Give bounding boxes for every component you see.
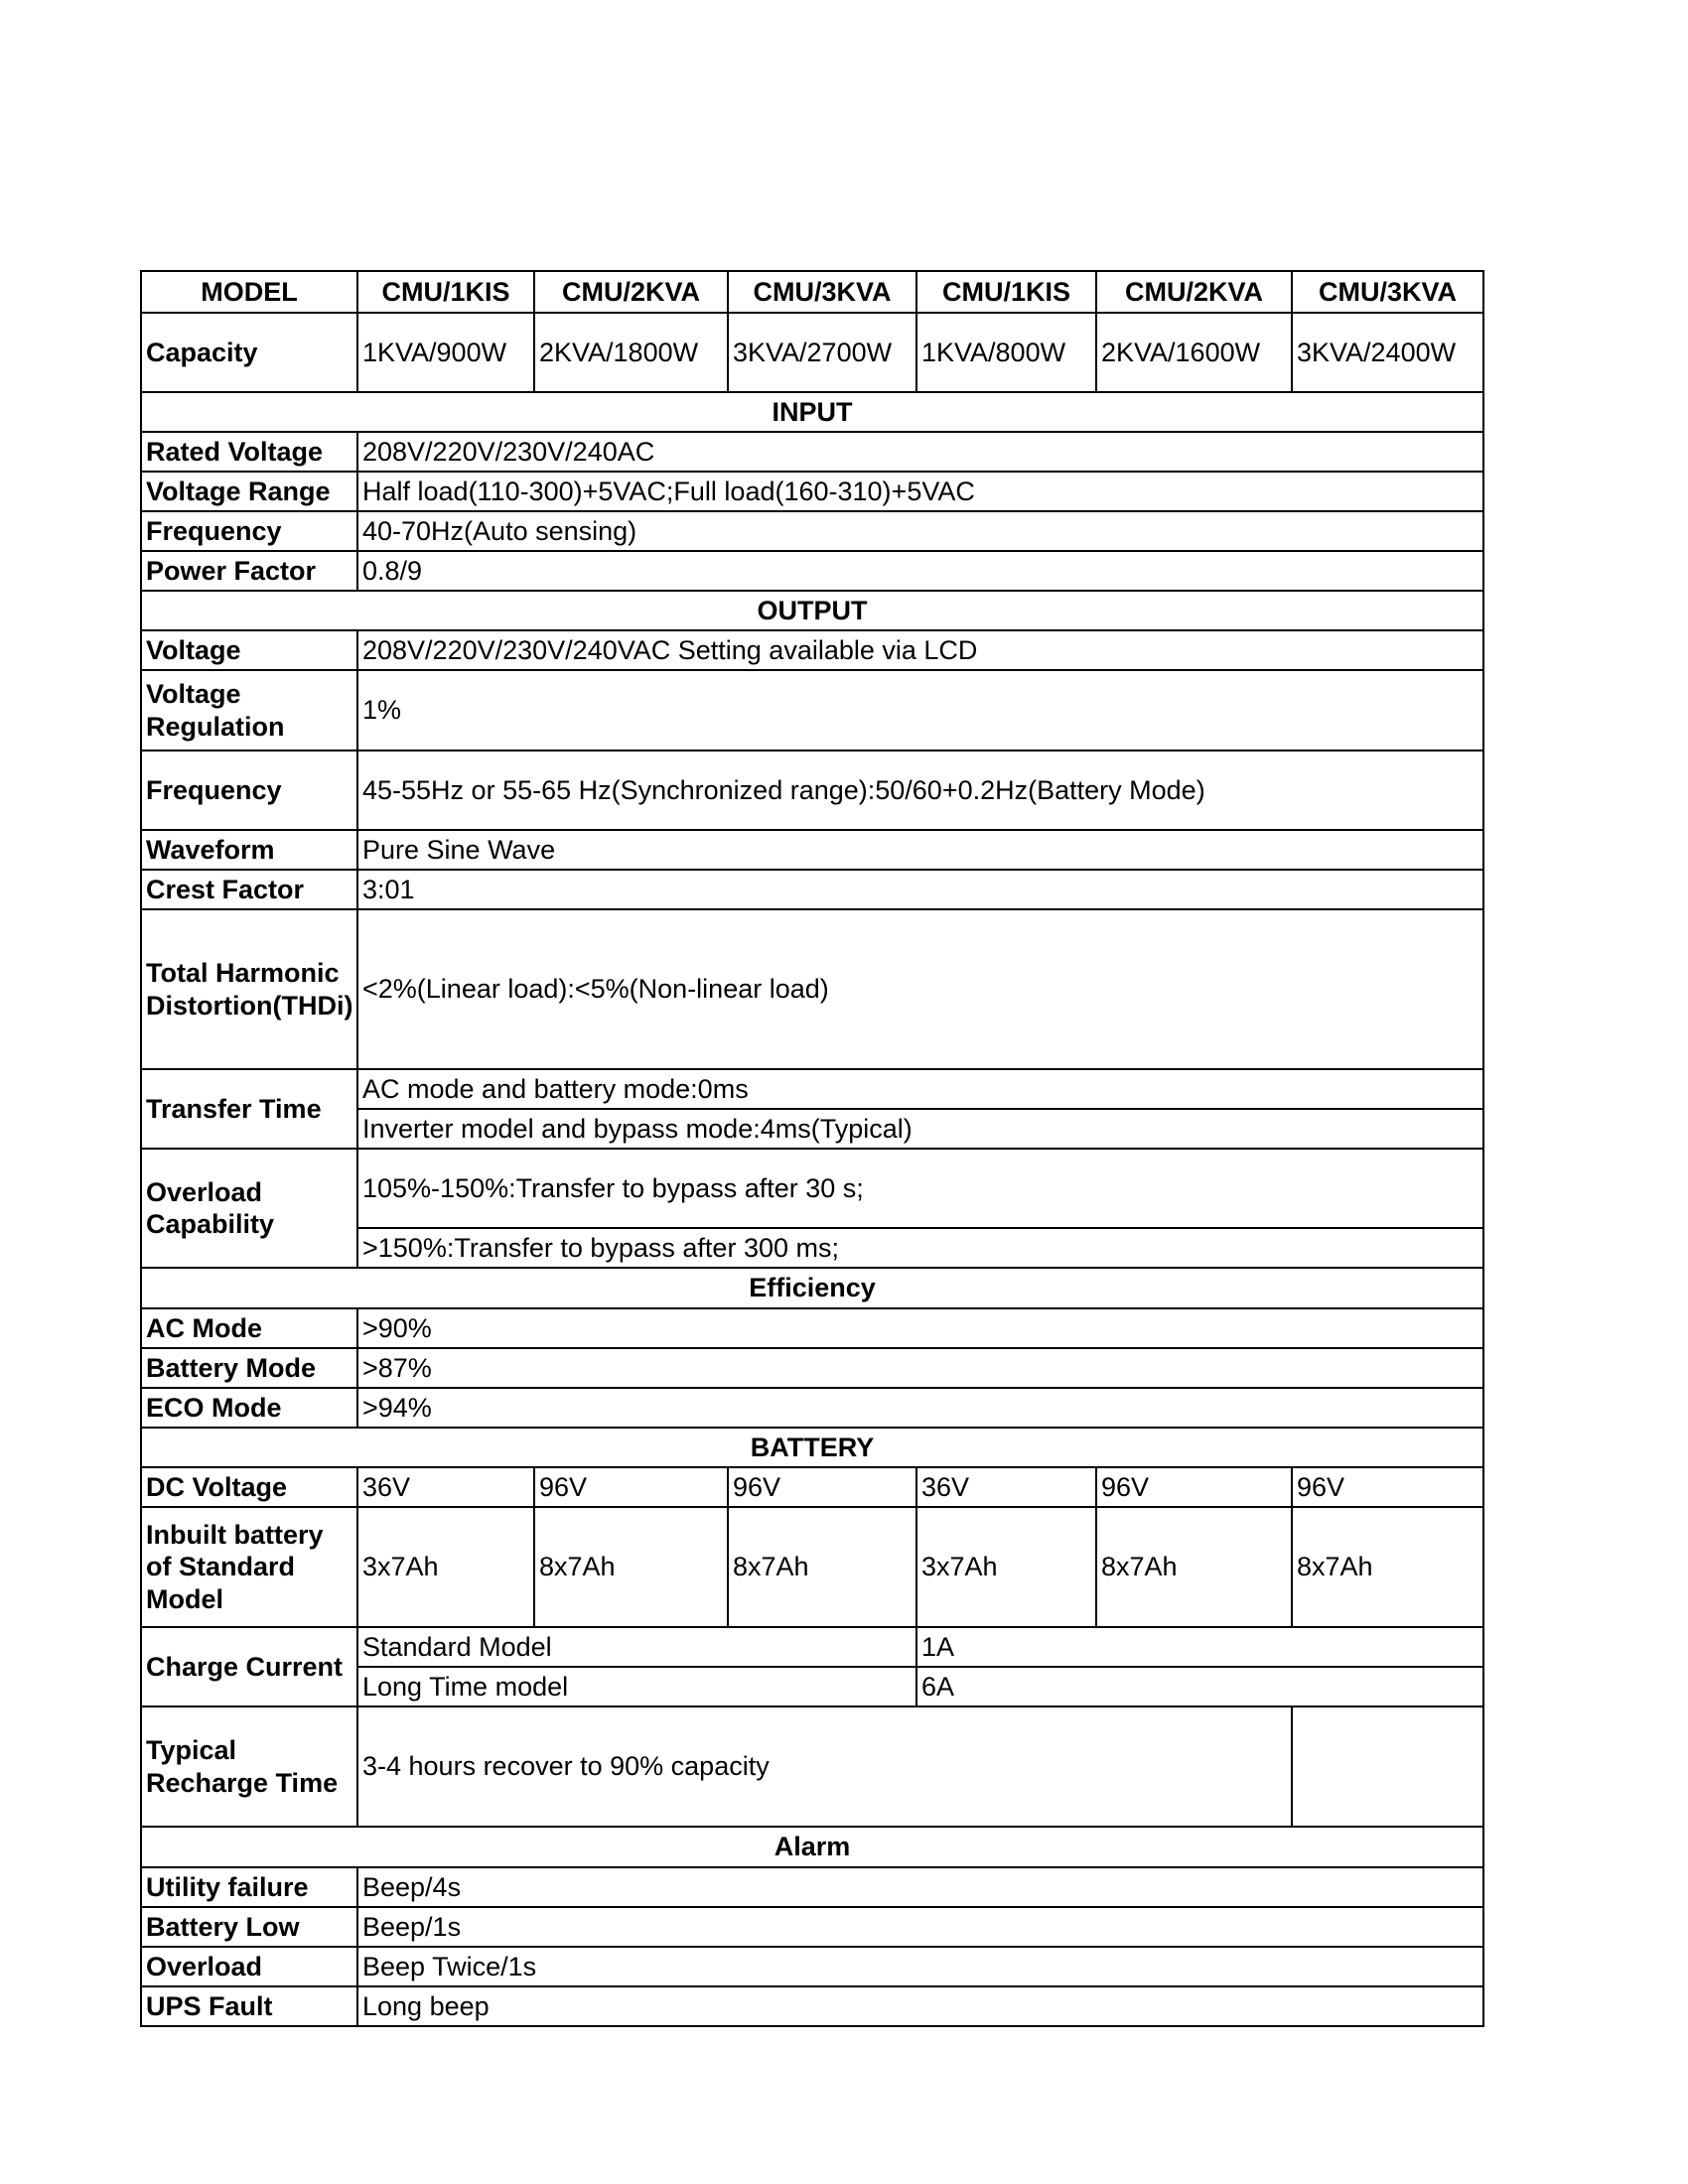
capacity-value: 2KVA/1600W bbox=[1096, 313, 1292, 392]
dc-voltage-value: 96V bbox=[534, 1467, 728, 1507]
spec-label: Voltage bbox=[141, 630, 357, 670]
spec-label: Frequency bbox=[141, 751, 357, 830]
capacity-value: 3KVA/2400W bbox=[1292, 313, 1483, 392]
inbuilt-battery-value: 8x7Ah bbox=[728, 1507, 916, 1627]
spec-label: Battery Mode bbox=[141, 1348, 357, 1388]
section-input-title: INPUT bbox=[141, 392, 1483, 432]
section-battery-title: BATTERY bbox=[141, 1428, 1483, 1467]
section-output-title: OUTPUT bbox=[141, 591, 1483, 630]
spec-row bbox=[141, 1867, 1483, 1907]
spec-label: Waveform bbox=[141, 830, 357, 870]
spec-row bbox=[141, 1986, 1483, 2026]
dc-voltage-row bbox=[141, 1467, 1483, 1507]
charge-value: 1A bbox=[916, 1627, 1483, 1667]
spec-row bbox=[141, 830, 1483, 870]
spec-label: Frequency bbox=[141, 511, 357, 551]
spec-row bbox=[141, 472, 1483, 511]
spec-label: AC Mode bbox=[141, 1308, 357, 1348]
spec-label: Charge Current bbox=[141, 1627, 357, 1706]
model-name: CMU/3KVA bbox=[1292, 271, 1483, 313]
spec-label: Total Harmonic Distortion(THDi) bbox=[141, 909, 357, 1069]
inbuilt-battery-value: 3x7Ah bbox=[916, 1507, 1096, 1627]
dc-voltage-value: 36V bbox=[357, 1467, 534, 1507]
spec-value: Long beep bbox=[357, 1986, 1483, 2026]
dc-voltage-value: 96V bbox=[728, 1467, 916, 1507]
capacity-label: Capacity bbox=[141, 313, 357, 392]
capacity-value: 2KVA/1800W bbox=[534, 313, 728, 392]
capacity-value: 1KVA/800W bbox=[916, 313, 1096, 392]
spec-label: Typical Recharge Time bbox=[141, 1706, 357, 1827]
model-header-row bbox=[141, 271, 1483, 313]
spec-row bbox=[141, 1947, 1483, 1986]
spec-row bbox=[141, 1149, 1483, 1228]
model-name: CMU/2KVA bbox=[534, 271, 728, 313]
spec-label: ECO Mode bbox=[141, 1388, 357, 1428]
inbuilt-battery-value: 8x7Ah bbox=[1292, 1507, 1483, 1627]
spec-value: 3:01 bbox=[357, 870, 1483, 909]
section-efficiency-title: Efficiency bbox=[141, 1268, 1483, 1308]
dc-voltage-value: 36V bbox=[916, 1467, 1096, 1507]
spec-label: Inbuilt battery of Standard Model bbox=[141, 1507, 357, 1627]
spec-value: Beep Twice/1s bbox=[357, 1947, 1483, 1986]
inbuilt-battery-row bbox=[141, 1507, 1483, 1627]
spec-label: Overload bbox=[141, 1947, 357, 1986]
spec-value: >150%:Transfer to bypass after 300 ms; bbox=[357, 1228, 1483, 1268]
model-name: CMU/1KIS bbox=[357, 271, 534, 313]
spec-row bbox=[141, 1069, 1483, 1109]
spec-row bbox=[141, 1907, 1483, 1947]
spec-value: Pure Sine Wave bbox=[357, 830, 1483, 870]
inbuilt-battery-value: 3x7Ah bbox=[357, 1507, 534, 1627]
spec-value: Half load(110-300)+5VAC;Full load(160-310)+5VAC bbox=[357, 472, 1483, 511]
section-alarm-title: Alarm bbox=[141, 1827, 1483, 1867]
model-name: CMU/3KVA bbox=[728, 271, 916, 313]
charge-model: Long Time model bbox=[357, 1667, 916, 1706]
spec-row bbox=[141, 1308, 1483, 1348]
spec-value: 0.8/9 bbox=[357, 551, 1483, 591]
inbuilt-battery-value: 8x7Ah bbox=[534, 1507, 728, 1627]
spec-label: Battery Low bbox=[141, 1907, 357, 1947]
dc-voltage-value: 96V bbox=[1096, 1467, 1292, 1507]
spec-label: Power Factor bbox=[141, 551, 357, 591]
spec-value: 208V/220V/230V/240AC bbox=[357, 432, 1483, 472]
spec-row bbox=[141, 670, 1483, 751]
spec-row bbox=[141, 870, 1483, 909]
spec-value: 208V/220V/230V/240VAC Setting available via LCD bbox=[357, 630, 1483, 670]
model-name: CMU/2KVA bbox=[1096, 271, 1292, 313]
spec-value: Inverter model and bypass mode:4ms(Typical) bbox=[357, 1109, 1483, 1149]
recharge-time-row bbox=[141, 1706, 1483, 1827]
spec-row bbox=[141, 909, 1483, 1069]
spec-value: >87% bbox=[357, 1348, 1483, 1388]
spec-label: DC Voltage bbox=[141, 1467, 357, 1507]
spec-label: Crest Factor bbox=[141, 870, 357, 909]
model-name: CMU/1KIS bbox=[916, 271, 1096, 313]
charge-model: Standard Model bbox=[357, 1627, 916, 1667]
spec-value: AC mode and battery mode:0ms bbox=[357, 1069, 1483, 1109]
spec-row bbox=[141, 1348, 1483, 1388]
spec-value: Beep/4s bbox=[357, 1867, 1483, 1907]
spec-row bbox=[141, 630, 1483, 670]
spec-value: <2%(Linear load):<5%(Non-linear load) bbox=[357, 909, 1483, 1069]
model-label: MODEL bbox=[141, 271, 357, 313]
spec-value: Beep/1s bbox=[357, 1907, 1483, 1947]
spec-label: Overload Capability bbox=[141, 1149, 357, 1268]
spec-label: Transfer Time bbox=[141, 1069, 357, 1149]
spec-label: UPS Fault bbox=[141, 1986, 357, 2026]
spec-row bbox=[141, 1388, 1483, 1428]
spec-value: 45-55Hz or 55-65 Hz(Synchronized range):50/60+0.2Hz(Battery Mode) bbox=[357, 751, 1483, 830]
spec-label: Voltage Regulation bbox=[141, 670, 357, 751]
ups-spec-table bbox=[140, 270, 1484, 2027]
spec-label: Utility failure bbox=[141, 1867, 357, 1907]
capacity-value: 1KVA/900W bbox=[357, 313, 534, 392]
spec-value: 105%-150%:Transfer to bypass after 30 s; bbox=[357, 1149, 1483, 1228]
spec-row bbox=[141, 432, 1483, 472]
spec-value: >94% bbox=[357, 1388, 1483, 1428]
spec-row bbox=[141, 511, 1483, 551]
spec-label: Voltage Range bbox=[141, 472, 357, 511]
capacity-value: 3KVA/2700W bbox=[728, 313, 916, 392]
spec-value: >90% bbox=[357, 1308, 1483, 1348]
charge-value: 6A bbox=[916, 1667, 1483, 1706]
spec-row bbox=[141, 751, 1483, 830]
spec-label: Rated Voltage bbox=[141, 432, 357, 472]
empty-cell bbox=[1292, 1706, 1483, 1827]
charge-current-row bbox=[141, 1627, 1483, 1667]
dc-voltage-value: 96V bbox=[1292, 1467, 1483, 1507]
spec-value: 3-4 hours recover to 90% capacity bbox=[357, 1706, 1292, 1827]
capacity-row bbox=[141, 313, 1483, 392]
spec-row bbox=[141, 551, 1483, 591]
inbuilt-battery-value: 8x7Ah bbox=[1096, 1507, 1292, 1627]
spec-value: 1% bbox=[357, 670, 1483, 751]
spec-value: 40-70Hz(Auto sensing) bbox=[357, 511, 1483, 551]
